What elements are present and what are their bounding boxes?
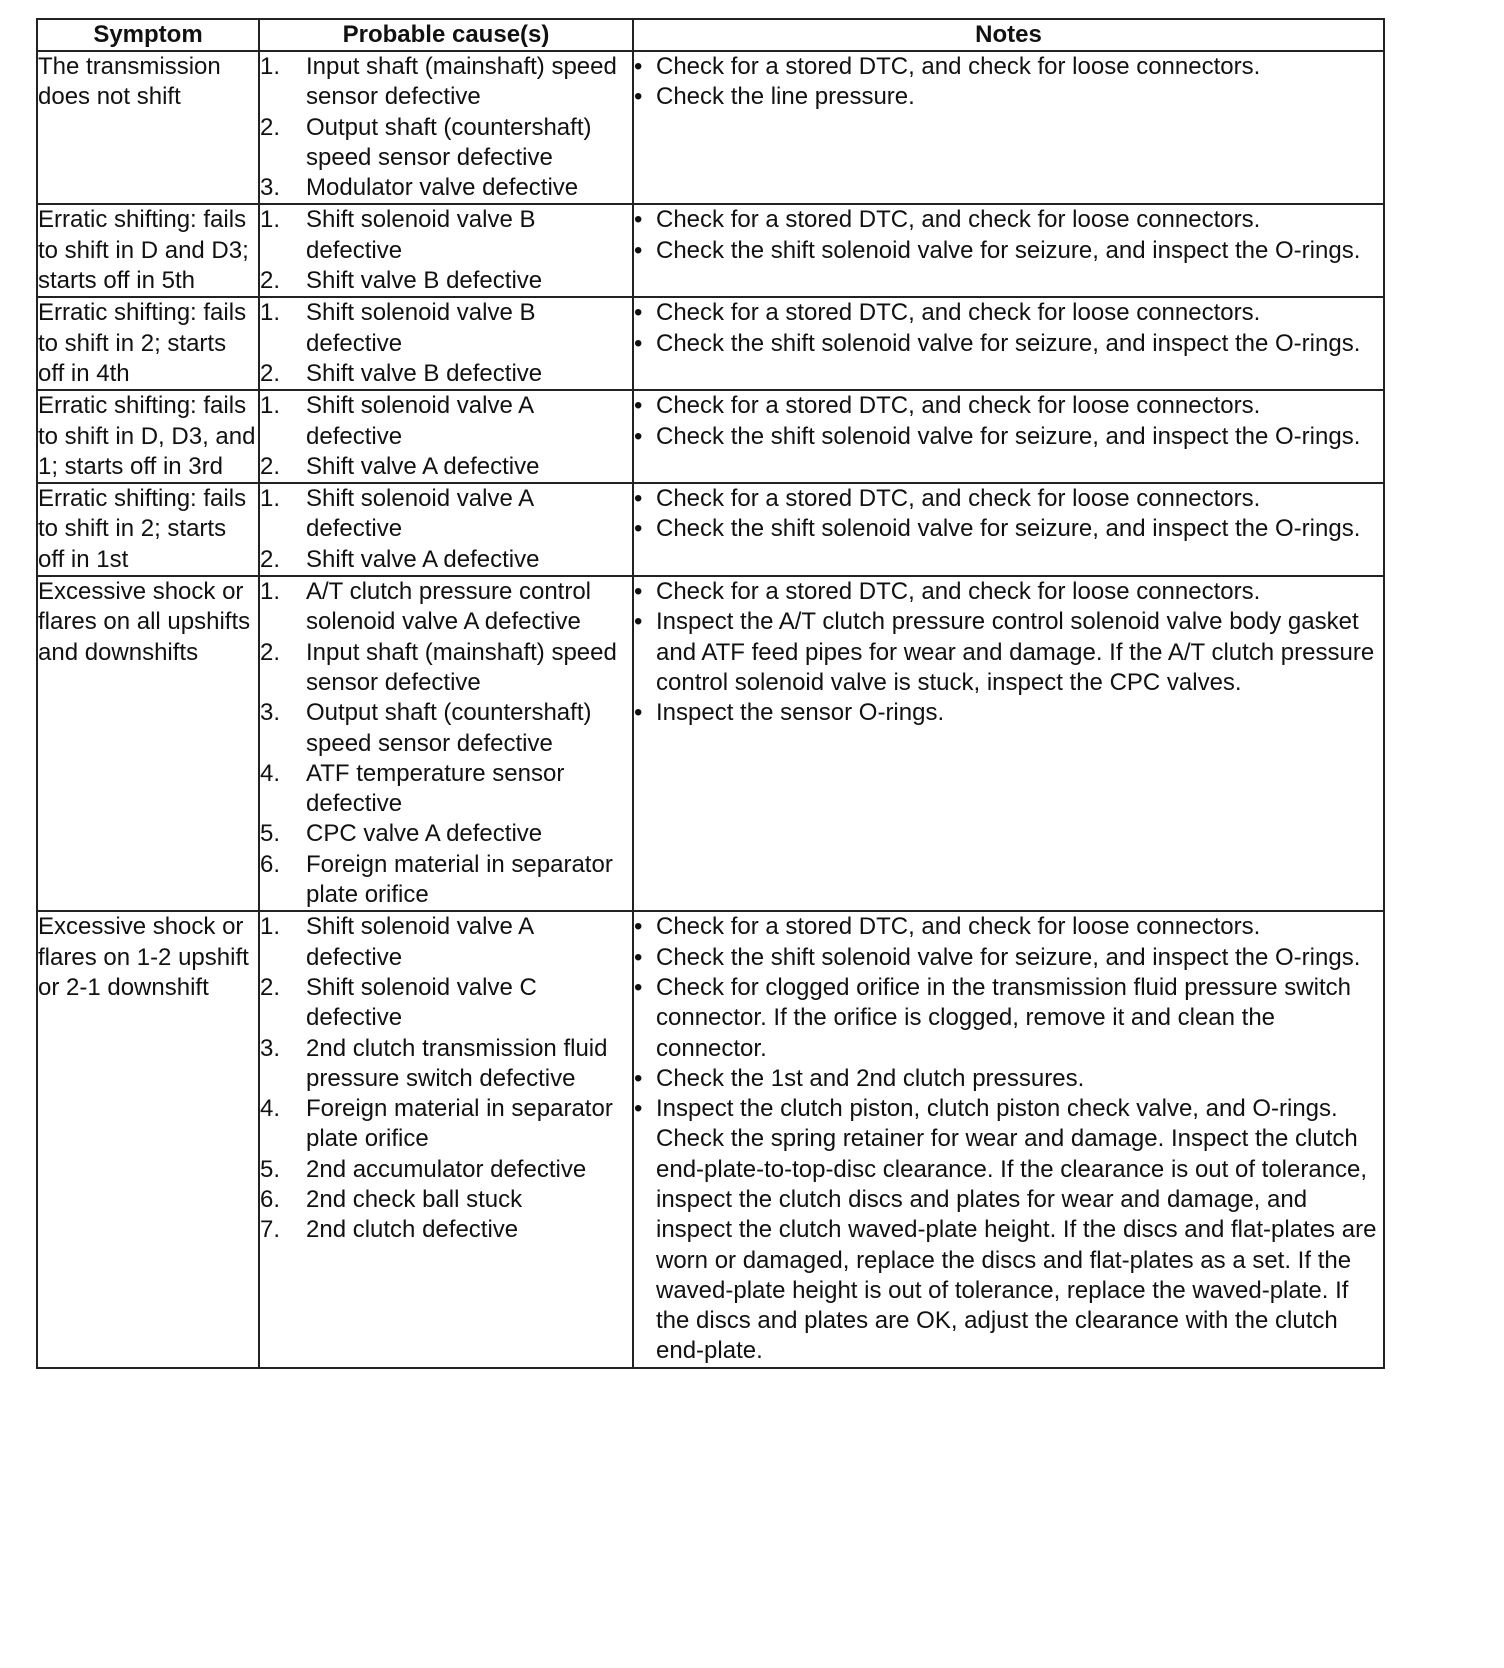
cause-number: 2. [260,545,281,573]
cause-text: Input shaft (mainshaft) speed sensor defective [306,53,617,111]
bullet-icon: • [634,53,643,80]
note-text: Check for a stored DTC, and check for loose connectors. [656,299,1261,327]
probable-cause-cell [259,911,633,1367]
bullet-icon: • [634,206,643,234]
cause-item [260,850,632,911]
note-list [634,577,1383,728]
cause-text: Foreign material in separator plate orifice [306,1095,613,1153]
table-row [37,204,1384,297]
cause-item [260,577,632,638]
note-text: Check for clogged orifice in the transmission fluid pressure switch connector. If the orifice is clogged, remove it and clean the connector. [656,973,1351,1062]
table-body [37,51,1384,1368]
cause-text: Output shaft (countershaft) speed sensor defective [306,113,592,171]
probable-cause-cell [259,51,633,204]
note-text: Check the shift solenoid valve for seizure, and inspect the O-rings. [656,422,1361,450]
cause-item [260,912,632,973]
notes-cell [633,911,1384,1367]
bullet-icon: • [634,973,643,1001]
bullet-icon: • [634,943,643,971]
note-item [634,236,1383,266]
cause-text: 2nd clutch transmission fluid pressure switch defective [306,1034,608,1092]
note-item [634,973,1383,1064]
symptom-cell: The transmission does not shift [37,51,259,204]
cause-number: 2. [260,267,281,295]
note-item [634,912,1383,942]
probable-cause-cell [259,576,633,911]
bullet-icon: • [634,1095,643,1123]
note-text: Check for a stored DTC, and check for loose connectors. [656,578,1261,606]
table-header [37,19,1384,51]
cause-item [260,173,632,203]
note-item [634,607,1383,698]
note-list [634,912,1383,1366]
cause-text: Input shaft (mainshaft) speed sensor defective [306,638,617,696]
cause-text: Output shaft (countershaft) speed sensor defective [306,699,592,757]
symptom-cell: Erratic shifting: fails to shift in D and D3; starts off in 5th [37,204,259,297]
note-text: Inspect the sensor O-rings. [656,699,945,727]
bullet-icon: • [634,299,643,327]
bullet-icon: • [634,485,643,513]
note-text: Inspect the clutch piston, clutch piston check valve, and O-rings. Check the spring retainer for wear and damage. Inspect the clutch end-plate-to-top-disc clearance. If the clearance is out of tolerance, inspect the clutch discs and plates for wear and damage, and inspect the clutch waved-plate height. If the discs and flat-plates are worn or damaged, replace the discs and flat-plates as a set. If the waved-plate height is out of tolerance, replace the waved-plate. If the discs and plates are OK, adjust the clearance with the clutch end-plate. [656,1095,1377,1365]
symptom-cell: Excessive shock or flares on 1-2 upshift or 2-1 downshift [37,911,259,1367]
bullet-icon: • [634,699,643,727]
note-item [634,577,1383,607]
cause-text: 2nd accumulator defective [306,1155,587,1183]
note-text: Check for a stored DTC, and check for loose connectors. [656,206,1261,234]
note-item [634,698,1383,728]
cause-number: 5. [260,820,281,848]
note-text: Inspect the A/T clutch pressure control solenoid valve body gasket and ATF feed pipes for wear and damage. If the A/T clutch pressure control solenoid valve is stuck, inspect the CPC valves. [656,608,1375,696]
symptom-cell: Erratic shifting: fails to shift in 2; starts off in 1st [37,483,259,576]
note-text: Check for a stored DTC, and check for loose connectors. [656,913,1261,941]
cause-list [260,391,632,482]
symptom-header: Symptom [37,19,259,51]
cause-list [260,484,632,575]
cause-item [260,759,632,820]
cause-text: Shift valve A defective [306,545,540,573]
cause-item [260,1094,632,1155]
cause-number: 1. [260,392,281,420]
cause-text: A/T clutch pressure control solenoid valve A defective [306,578,592,636]
table-row [37,576,1384,911]
bullet-icon: • [634,83,643,111]
symptom-cell: Excessive shock or flares on all upshifts and downshifts [37,576,259,911]
cause-text: ATF temperature sensor defective [306,759,565,818]
probable-cause-cell [259,483,633,576]
notes-cell [633,297,1384,390]
cause-item [260,1034,632,1095]
cause-text: Shift valve A defective [306,452,540,480]
cause-list [260,912,632,1245]
cause-item [260,1155,632,1185]
note-list [634,484,1383,545]
cause-item [260,545,632,575]
cause-item [260,973,632,1034]
note-text: Check the shift solenoid valve for seizure, and inspect the O-rings. [656,943,1361,971]
cause-text: Shift valve B defective [306,359,543,387]
cause-number: 2. [260,113,281,141]
cause-item [260,298,632,359]
note-item [634,1064,1383,1094]
cause-list [260,52,632,203]
troubleshooting-table [36,18,1385,1369]
cause-list [260,298,632,389]
cause-item [260,113,632,174]
cause-text: Shift solenoid valve A defective [306,485,533,543]
note-list [634,52,1383,113]
cause-number: 6. [260,850,281,878]
cause-number: 1. [260,578,281,606]
cause-number: 2. [260,638,281,666]
symptom-cell: Erratic shifting: fails to shift in D, D3, and 1; starts off in 3rd [37,390,259,483]
cause-number: 3. [260,174,281,202]
note-item [634,514,1383,544]
cause-text: Shift solenoid valve B defective [306,206,536,264]
note-item [634,205,1383,235]
cause-item [260,1185,632,1215]
note-text: Check the 1st and 2nd clutch pressures. [656,1064,1085,1092]
cause-number: 1. [260,206,281,234]
note-item [634,391,1383,421]
cause-text: Modulator valve defective [306,174,579,202]
cause-item [260,266,632,296]
probable-cause-cell [259,297,633,390]
table-row [37,911,1384,1367]
bullet-icon: • [634,422,643,450]
cause-text: 2nd clutch defective [306,1216,519,1244]
cause-number: 3. [260,699,281,727]
probable-cause-cell [259,390,633,483]
notes-cell [633,483,1384,576]
cause-item [260,391,632,452]
cause-item [260,698,632,759]
cause-item [260,638,632,699]
symptom-cell: Erratic shifting: fails to shift in 2; starts off in 4th [37,297,259,390]
note-text: Check for a stored DTC, and check for loose connectors. [656,392,1261,420]
cause-item [260,1215,632,1245]
cause-text: Shift valve B defective [306,267,543,295]
note-item [634,298,1383,328]
note-text: Check the shift solenoid valve for seizure, and inspect the O-rings. [656,329,1361,357]
note-text: Check the line pressure. [656,83,915,111]
cause-text: Shift solenoid valve A defective [306,392,533,450]
cause-number: 4. [260,759,281,787]
table-row [37,390,1384,483]
cause-number: 1. [260,485,281,513]
bullet-icon: • [634,236,643,264]
probable-cause-header: Probable cause(s) [259,19,633,51]
cause-text: Shift solenoid valve C defective [306,973,537,1032]
cause-number: 1. [260,53,281,80]
bullet-icon: • [634,1064,643,1092]
note-item [634,484,1383,514]
cause-text: Foreign material in separator plate orifice [306,850,613,909]
note-item [634,82,1383,112]
cause-list [260,205,632,296]
bullet-icon: • [634,608,643,636]
note-item [634,52,1383,82]
note-text: Check the shift solenoid valve for seizure, and inspect the O-rings. [656,515,1361,543]
notes-cell [633,576,1384,911]
cause-number: 6. [260,1185,281,1213]
note-list [634,391,1383,452]
cause-text: Shift solenoid valve A defective [306,913,533,971]
note-item [634,329,1383,359]
cause-number: 3. [260,1034,281,1062]
cause-item [260,52,632,113]
notes-cell [633,390,1384,483]
cause-number: 4. [260,1095,281,1123]
note-item [634,1094,1383,1367]
notes-header: Notes [633,19,1384,51]
bullet-icon: • [634,329,643,357]
note-text: Check for a stored DTC, and check for loose connectors. [656,53,1261,80]
note-item [634,943,1383,973]
header-row [37,19,1384,51]
table-row [37,297,1384,390]
table-row [37,51,1384,204]
notes-cell [633,51,1384,204]
bullet-icon: • [634,913,643,941]
cause-number: 2. [260,973,281,1001]
cause-text: CPC valve A defective [306,820,543,848]
note-text: Check the shift solenoid valve for seizure, and inspect the O-rings. [656,236,1361,264]
bullet-icon: • [634,392,643,420]
note-item [634,422,1383,452]
note-text: Check for a stored DTC, and check for loose connectors. [656,485,1261,513]
note-list [634,298,1383,359]
cause-number: 2. [260,359,281,387]
cause-item [260,484,632,545]
cause-number: 2. [260,452,281,480]
cause-number: 7. [260,1216,281,1244]
probable-cause-cell [259,204,633,297]
cause-item [260,205,632,266]
note-list [634,205,1383,266]
cause-list [260,577,632,910]
cause-number: 1. [260,913,281,941]
cause-number: 5. [260,1155,281,1183]
cause-item [260,452,632,482]
cause-text: 2nd check ball stuck [306,1185,523,1213]
notes-cell [633,204,1384,297]
bullet-icon: • [634,515,643,543]
bullet-icon: • [634,578,643,606]
cause-item [260,359,632,389]
cause-item [260,819,632,849]
cause-number: 1. [260,299,281,327]
table-row [37,483,1384,576]
cause-text: Shift solenoid valve B defective [306,299,536,357]
